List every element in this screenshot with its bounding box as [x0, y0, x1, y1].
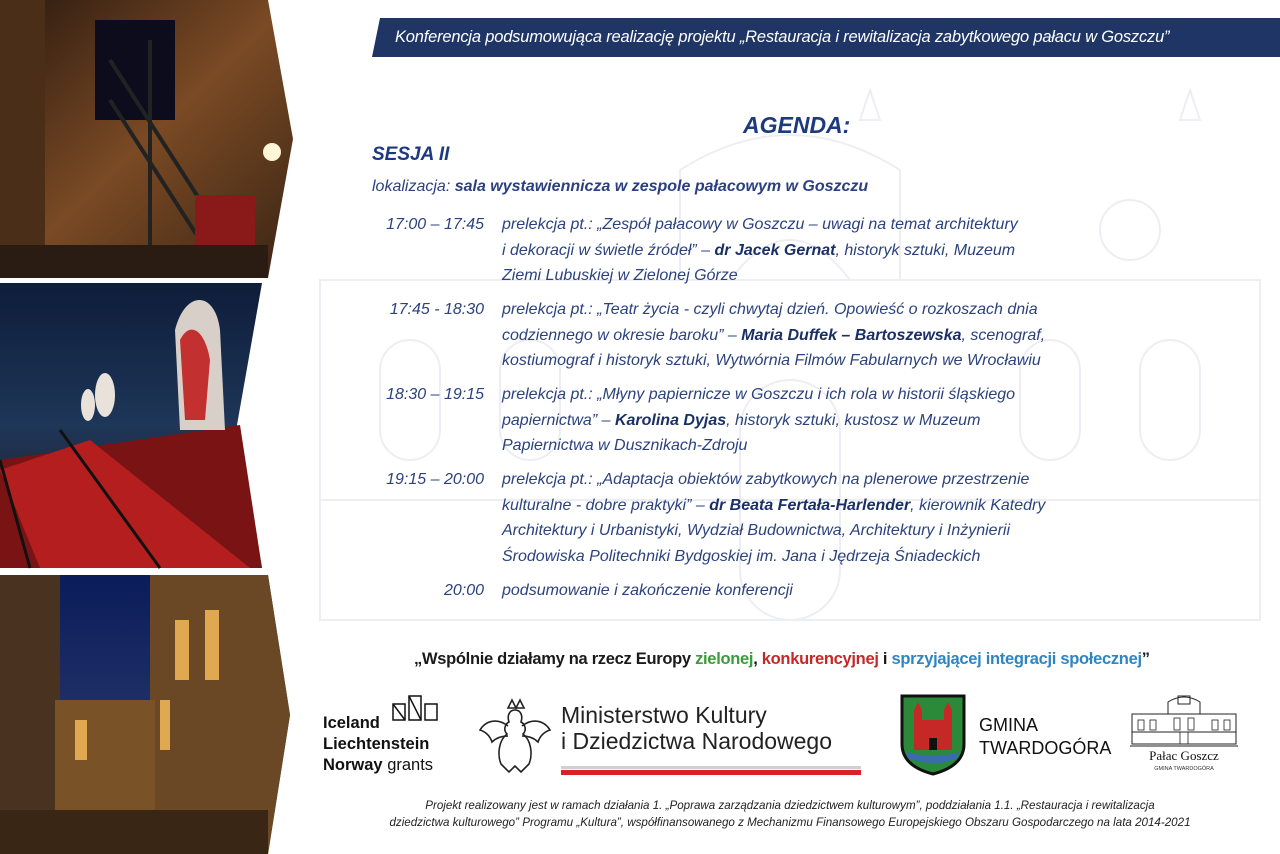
- photo-collage: [0, 0, 300, 854]
- description-text: prelekcja pt.: „Adaptacja obiektów zabytkowych na plenerowe przestrzenie: [502, 471, 1030, 488]
- location-line: [372, 178, 868, 196]
- description-text: Środowiska Politechniki Bydgoskiej im. Jana i Jędrzeja Śniadeckich: [502, 547, 981, 565]
- description-line: [502, 238, 1132, 264]
- agenda-item-description: [502, 212, 1132, 289]
- description-line: [502, 518, 1132, 544]
- agenda-item-time: 20:00: [443, 582, 484, 599]
- agenda-item-time: 17:45 - 18:30: [389, 301, 484, 318]
- description-line: [502, 544, 1132, 570]
- agenda-item-description: [502, 467, 1132, 569]
- photo-statues: [0, 283, 262, 568]
- agenda-item-time: 18:30 – 19:15: [386, 386, 484, 403]
- ministry-flag-bar: [561, 766, 861, 775]
- footer-line2: dziedzictwa kulturowego” Programu „Kultura”, współfinansowanego z Mechanizmu Finansowego Europejskiego Obszaru Gospodarczego na lata 2014-2021: [389, 816, 1191, 829]
- eea-grants-logo: [323, 694, 453, 780]
- motto-green: zielonej: [695, 650, 754, 668]
- description-text: , kierownik Katedry: [910, 496, 1046, 514]
- gmina-line2: TWARDOGÓRA: [979, 738, 1112, 758]
- session-title: SESJA II: [372, 144, 450, 165]
- grants-grants: grants: [387, 756, 434, 774]
- palac-subtitle: GMINA TWARDOGÓRA: [1154, 766, 1214, 772]
- location-value: sala wystawiennicza w zespole pałacowym w Goszczu: [454, 178, 869, 195]
- description-line: [502, 382, 1132, 408]
- motto-start: „Wspólnie działamy na rzecz Europy: [414, 650, 696, 668]
- conference-title: Konferencja podsumowująca realizację projektu „Restauracja i rewitalizacja zabytkowego pałacu w Goszczu”: [395, 28, 1170, 46]
- description-text: papiernictwa” –: [502, 411, 615, 429]
- description-line: [502, 297, 1132, 323]
- agenda-item-time: 17:00 – 17:45: [386, 216, 484, 233]
- agenda-item-description: [502, 297, 1132, 374]
- grants-liechtenstein: Liechtenstein: [323, 735, 430, 753]
- motto-sep: i: [878, 650, 892, 668]
- description-line: [502, 493, 1132, 519]
- footer-line1: Projekt realizowany jest w ramach działania 1. „Poprawa zarządzania dziedzictwem kulturowym”, poddziałania 1.1. „Restauracja i rewitalizacja: [425, 799, 1155, 812]
- ministry-line1: Ministerstwo Kultury: [561, 702, 767, 728]
- description-line: [502, 467, 1132, 493]
- description-text: prelekcja pt.: „Teatr życia - czyli chwytaj dzień. Opowieść o rozkoszach dnia: [502, 301, 1038, 318]
- speaker-name: dr Jacek Gernat: [714, 241, 836, 259]
- speaker-name: dr Beata Fertała-Harlender: [709, 496, 911, 514]
- grants-norway: Norway: [323, 756, 383, 774]
- gmina-crest-icon: [900, 694, 966, 776]
- description-text: , historyk sztuki, kustosz w Muzeum: [726, 411, 981, 429]
- description-text: , scenograf,: [961, 326, 1046, 344]
- description-text: i dekoracji w świetle źródeł” –: [502, 241, 715, 259]
- agenda-item-description: [502, 578, 1132, 604]
- description-text: Papiernictwa w Dusznikach-Zdroju: [502, 437, 748, 454]
- location-label: lokalizacja:: [372, 178, 451, 195]
- motto-blue: sprzyjającej integracji społecznej: [891, 650, 1142, 668]
- description-line: [502, 348, 1132, 374]
- description-text: prelekcja pt.: „Młyny papiernicze w Goszczu i ich rola w historii śląskiego: [502, 386, 1016, 403]
- description-text: prelekcja pt.: „Zespół pałacowy w Goszczu – uwagi na temat architektury: [502, 216, 1018, 233]
- gmina-line1: GMINA: [979, 715, 1039, 735]
- motto-red: konkurencyjnej: [761, 650, 879, 668]
- description-text: kostiumograf i historyk sztuki, Wytwórnia Filmów Fabularnych we Wrocławiu: [502, 352, 1041, 369]
- speaker-name: Karolina Dyjas: [614, 411, 727, 429]
- description-text: Architektury i Urbanistyki, Wydział Budownictwa, Architektury i Inżynierii: [502, 522, 1011, 539]
- photo-staircase: [0, 0, 293, 278]
- description-line: [502, 408, 1132, 434]
- motto-end: ”: [1141, 650, 1150, 668]
- motto: [414, 650, 1150, 669]
- description-text: codziennego w okresie baroku” –: [502, 326, 742, 344]
- description-text: podsumowanie i zakończenie konferencji: [502, 582, 793, 599]
- description-line: [502, 263, 1132, 289]
- agenda-item-description: [502, 382, 1132, 459]
- speaker-name: Maria Duffek – Bartoszewska: [741, 326, 962, 344]
- agenda-heading: AGENDA:: [743, 112, 851, 138]
- polish-eagle-icon: [478, 696, 553, 776]
- photo-courtyard: [0, 575, 290, 854]
- grants-iceland: Iceland: [323, 714, 380, 732]
- ministry-line2: i Dziedzictwa Narodowego: [561, 728, 833, 754]
- description-text: kulturalne - dobre praktyki” –: [502, 496, 710, 514]
- description-text: , historyk sztuki, Muzeum: [835, 241, 1016, 259]
- motto-sep: ,: [753, 650, 762, 668]
- description-text: Ziemi Lubuskiej w Zielonej Górze: [502, 267, 738, 284]
- description-line: [502, 212, 1132, 238]
- palac-name: Pałac Goszcz: [1149, 748, 1219, 763]
- footer-note: [300, 797, 1280, 831]
- description-line: [502, 578, 1132, 604]
- description-line: [502, 433, 1132, 459]
- grants-mark-icon: [391, 694, 439, 722]
- agenda-item-time: 19:15 – 20:00: [386, 471, 484, 488]
- gmina-logo-text: [979, 714, 1111, 760]
- ministry-logo-text: [561, 702, 832, 754]
- description-line: [502, 323, 1132, 349]
